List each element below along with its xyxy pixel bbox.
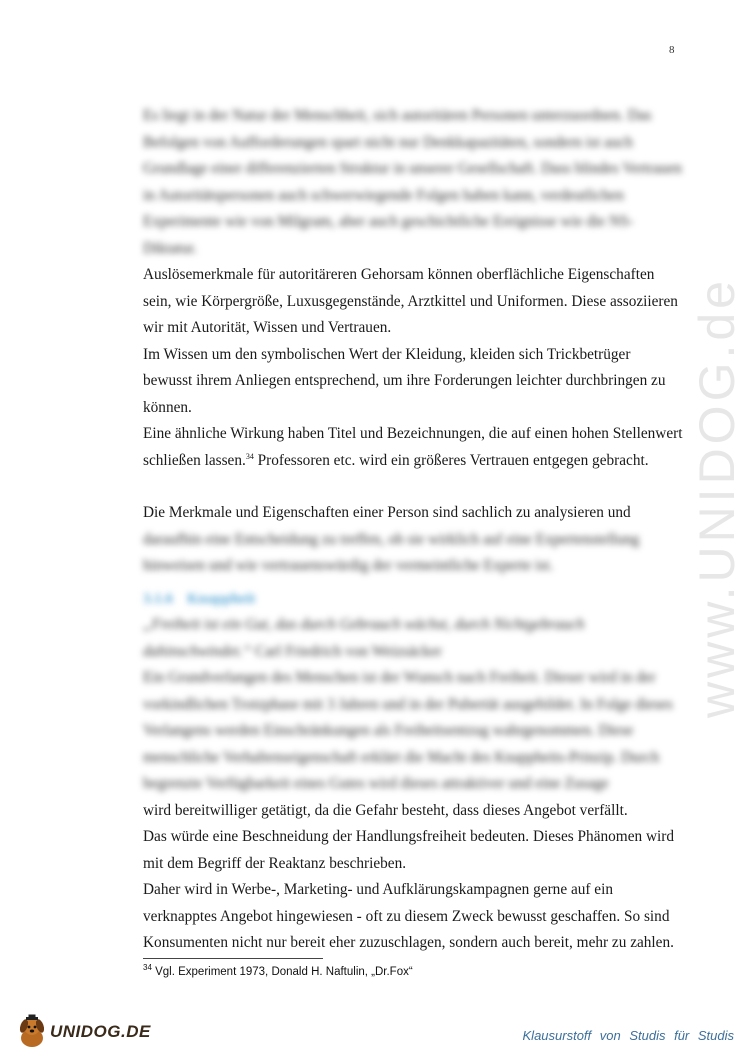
paragraph-titles [143, 421, 683, 474]
section-number: 3.1.6 [143, 590, 173, 607]
blurred-analysis-continuation: daraufhin eine Entscheidung zu treffen, ob sie wirklich auf eine Expertenstellung hinweisen und wie vertrauenswürdig der vermeintliche Experte ist. [143, 530, 640, 574]
footnote-reference: 34 [245, 451, 254, 461]
paragraph-titles-text: Eine ähnliche Wirkung haben Titel und Bezeichnungen, die auf einen hohen Stellenwert schließen lassen. [143, 425, 683, 469]
paragraph-marketing: Daher wird in Werbe-, Marketing- und Aufklärungskampagnen gerne auf ein verknapptes Angebot hingewiesen - oft zu diesem Zweck bewusst geschaffen. So sind Konsumenten nicht nur bereit eher zuzuschlagen, sondern auch bereit, mehr zu zahlen. [143, 881, 674, 951]
paragraph-clothing: Im Wissen um den symbolischen Wert der Kleidung, kleiden sich Trickbetrüger bewusst ihrem Anliegen entsprechend, um ihre Forderungen leichter durchbringen zu können. [143, 345, 666, 416]
quote-text: „Freiheit ist ein Gut, das durch Gebrauch wächst, durch Nichtgebrauch dahinschwindet.“ [143, 616, 585, 660]
paragraph-titles-text-after: Professoren etc. wird ein größeres Vertrauen entgegen gebracht. [253, 451, 649, 469]
logo-text: UNIDOG.DE [50, 1022, 151, 1041]
footnote-divider [143, 958, 323, 959]
section-quote [143, 612, 683, 665]
footnote [143, 963, 413, 978]
blurred-section-paragraph: Ein Grundverlangen des Menschen ist der Wunsch nach Freiheit. Dieser wird in der vorkindlichen Trotzphase mit 3 Jahren und in der Pubertät ausgebildet. In Folge dieses Verlangens werden Einschränkungen als Freiheitsentzug wahrgenommen. Diese menschliche Verhaltenseigenschaft erklärt die Macht des Knappheits-Prinzip. Durch begrenzte Verfügbarkeit eines Gutes wird dieses attraktiver und eine Zusage [143, 669, 673, 792]
footnote-text: Vgl. Experiment 1973, Donald H. Naftulin, „Dr.Fox“ [151, 966, 413, 978]
page-number: 8 [669, 44, 675, 56]
watermark-text: www.UNIDOG.de [689, 277, 745, 718]
blurred-intro-paragraph: Es liegt in der Natur der Menschheit, sich autoritären Personen unterzuordnen. Das Befolgen von Aufforderungen spart nicht nur Denkkapazitäten, sondern ist auch Grundlage einer differenzierten Struktur in unserer Gesellschaft. Dass blindes Vertrauen in Autoritätspersonen auch schwerwiegende Folgen haben kann, verdeutlichen Experimente wie von Milgram, aber auch geschichtliche Ereignisse wie die NS-Diktatur. [143, 107, 682, 257]
unidog-logo[interactable] [12, 1014, 151, 1050]
dog-icon [12, 1014, 52, 1050]
section-title: Knappheit [187, 590, 256, 607]
footer-tagline: Klausurstoff von Studis für Studis [522, 1028, 734, 1043]
paragraph-offer-expires: wird bereitwilliger getätigt, da die Gefahr besteht, dass dieses Angebot verfällt. [143, 801, 628, 819]
quote-author: Carl Friedrich von Weizsäcker [251, 642, 442, 660]
paragraph-analysis: Die Merkmale und Eigenschaften einer Person sind sachlich zu analysieren und [143, 504, 631, 521]
paragraph-authority-traits: Auslösemerkmale für autoritäreren Gehorsam können oberflächliche Eigenschaften sein, wie Körpergröße, Luxusgegenstände, Arztkittel und Uniformen. Diese assoziieren wir mit Autorität, Wissen und Vertrauen. [143, 266, 678, 336]
section-heading [143, 586, 683, 613]
paragraph-reactance: Das würde eine Beschneidung der Handlungsfreiheit bedeuten. Dieses Phänomen wird mit dem Begriff der Reaktanz beschrieben. [143, 828, 674, 872]
document-body [143, 103, 683, 957]
footnote-number: 34 [143, 963, 152, 973]
